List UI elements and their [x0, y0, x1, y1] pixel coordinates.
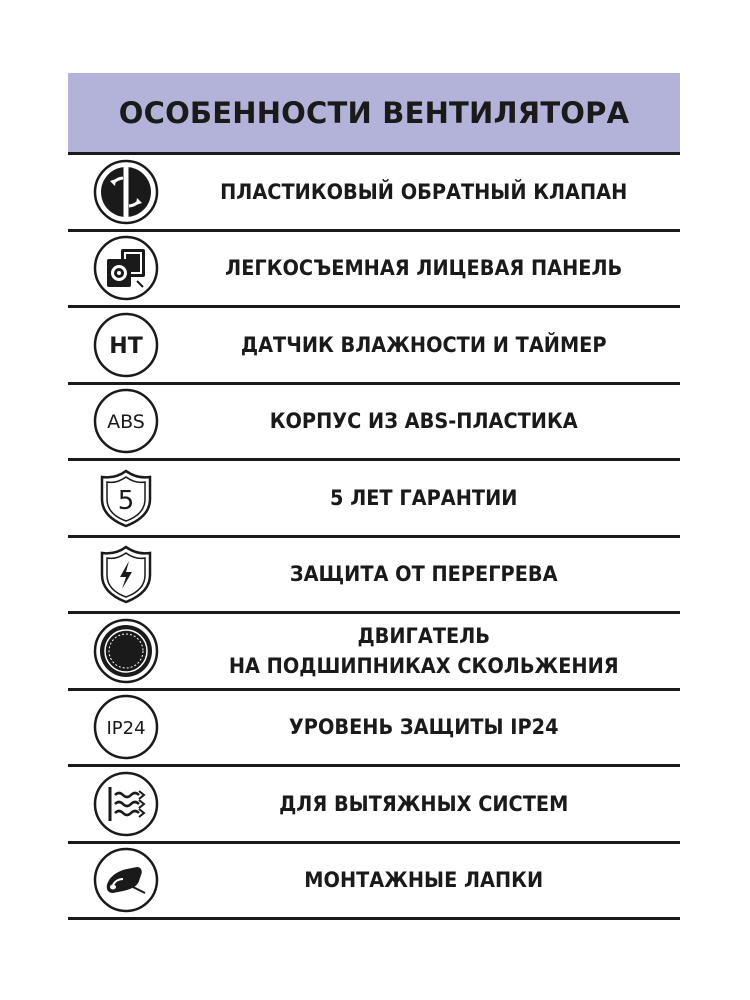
abs-icon [68, 388, 184, 454]
feature-label: КОРПУС ИЗ ABS-ПЛАСТИКА [269, 409, 578, 434]
page-title: ОСОБЕННОСТИ ВЕНТИЛЯТОРА [118, 95, 630, 130]
icon-text: IP24 [106, 718, 146, 740]
warranty-shield-icon [68, 465, 184, 531]
ip-rating-icon [68, 694, 184, 760]
feature-row [68, 155, 680, 232]
feature-label: УРОВЕНЬ ЗАЩИТЫ IP24 [288, 715, 559, 740]
feature-label: ЛЕГКОСЪЕМНАЯ ЛИЦЕВАЯ ПАНЕЛЬ [225, 256, 623, 281]
header-bar [68, 73, 680, 155]
feature-label: ДЛЯ ВЫТЯЖНЫХ СИСТЕМ [279, 791, 569, 816]
icon-text: 5 [117, 485, 135, 516]
feature-row [68, 767, 680, 844]
feature-label: 5 ЛЕТ ГАРАНТИИ [330, 485, 518, 510]
feature-row [68, 461, 680, 538]
feature-label: МОНТАЖНЫЕ ЛАПКИ [304, 868, 544, 893]
overheat-shield-icon [68, 541, 184, 607]
motor-icon [68, 618, 184, 684]
feature-label: ПЛАСТИКОВЫЙ ОБРАТНЫЙ КЛАПАН [220, 179, 628, 204]
check-valve-icon [68, 159, 184, 225]
feature-row [68, 614, 680, 691]
feature-row [68, 385, 680, 462]
humidity-timer-icon [68, 312, 184, 378]
feature-row [68, 232, 680, 309]
features-panel [68, 73, 680, 920]
feature-row [68, 308, 680, 385]
exhaust-icon [68, 771, 184, 837]
removable-panel-icon [68, 235, 184, 301]
feature-label: ЗАЩИТА ОТ ПЕРЕГРЕВА [289, 562, 558, 587]
feature-row [68, 844, 680, 921]
feature-label: ДАТЧИК ВЛАЖНОСТИ И ТАЙМЕР [240, 332, 607, 357]
feature-label: ДВИГАТЕЛЬ НА ПОДШИПНИКАХ СКОЛЬЖЕНИЯ [228, 623, 619, 678]
icon-text: ABS [107, 411, 145, 434]
mounting-bracket-icon [68, 847, 184, 913]
icon-text: HT [109, 333, 143, 359]
feature-row [68, 691, 680, 768]
feature-row [68, 538, 680, 615]
